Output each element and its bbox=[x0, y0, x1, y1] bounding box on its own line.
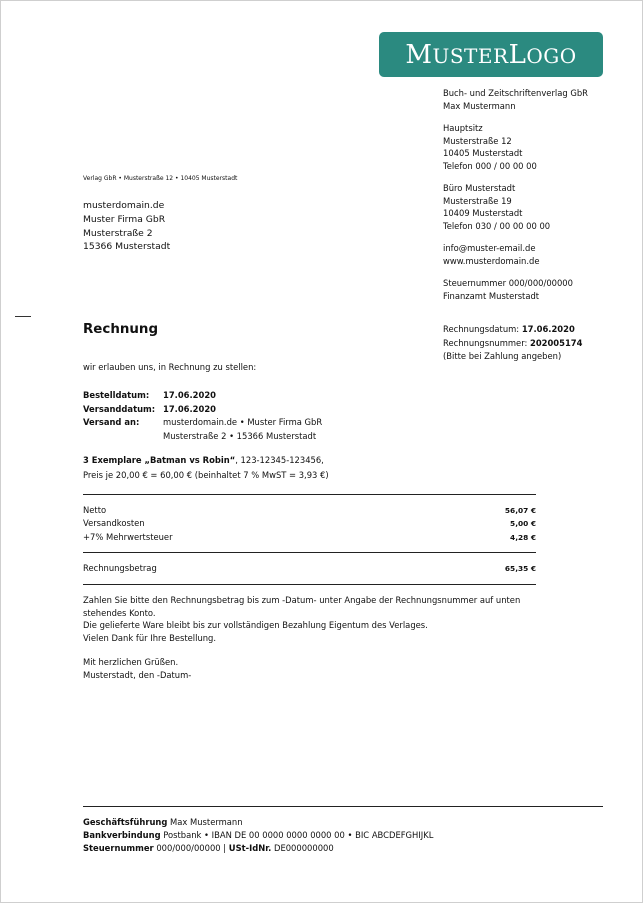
hq-phone: Telefon 000 / 00 00 00 bbox=[443, 160, 537, 171]
order-date-label: Bestelldatum: bbox=[83, 390, 150, 400]
place-date: Musterstadt, den -Datum- bbox=[83, 669, 192, 680]
company-logo bbox=[379, 32, 603, 77]
greeting: Mit herzlichen Grüßen. bbox=[83, 657, 179, 667]
office-phone: Telefon 030 / 00 00 00 00 bbox=[443, 220, 551, 231]
recipient-line: Muster Firma GbR bbox=[83, 213, 166, 225]
footer bbox=[83, 816, 433, 856]
shipping-row bbox=[83, 517, 536, 530]
invoice-number-label: Rechnungsnummer: bbox=[443, 337, 528, 348]
invoice-meta bbox=[443, 323, 582, 364]
tax-value: 000/000/00000 | bbox=[153, 843, 229, 854]
ship-to-line-2: Musterstraße 2 • 15366 Musterstadt bbox=[163, 430, 317, 441]
vat-row bbox=[83, 531, 536, 544]
ship-date: 17.06.2020 bbox=[163, 403, 216, 414]
office-label: Büro Musterstadt bbox=[443, 183, 516, 193]
total-label: Rechnungsbetrag bbox=[83, 563, 157, 573]
fold-mark bbox=[15, 316, 31, 317]
order-date: 17.06.2020 bbox=[163, 390, 216, 400]
mgmt-value: Max Mustermann bbox=[167, 817, 243, 827]
recipient-line: Musterstraße 2 bbox=[83, 227, 153, 239]
product-title: 3 Exemplare „Batman vs Robin“ bbox=[83, 455, 236, 465]
hq-label: Hauptsitz bbox=[443, 123, 483, 133]
product-isbn: , 123-12345-123456, bbox=[235, 455, 324, 465]
net-label: Netto bbox=[83, 505, 107, 515]
invoice-date: 17.06.2020 bbox=[521, 324, 575, 334]
mgmt-label: Geschäftsführung bbox=[83, 817, 168, 827]
sender-block bbox=[443, 87, 588, 302]
subtotals bbox=[83, 504, 536, 544]
thanks-note: Vielen Dank für Ihre Bestellung. bbox=[83, 632, 217, 643]
sender-tax-office: Finanzamt Musterstadt bbox=[443, 290, 540, 301]
divider bbox=[83, 584, 536, 585]
sender-company: Buch- und Zeitschriftenverlag GbR bbox=[443, 88, 588, 98]
recipient-line: musterdomain.de bbox=[83, 200, 165, 211]
page-title: Rechnung bbox=[83, 322, 159, 337]
tax-label: Steuernummer bbox=[83, 843, 154, 854]
ownership-note: Die gelieferte Ware bleibt bis zur vollständigen Bezahlung Eigentum des Verlages. bbox=[83, 620, 428, 631]
total-value: 65,35 € bbox=[504, 564, 536, 573]
invoice-number-note: (Bitte bei Zahlung angeben) bbox=[443, 351, 562, 361]
shipping-value: 5,00 € bbox=[510, 519, 536, 529]
product-line bbox=[83, 453, 329, 483]
payment-instruction: Zahlen Sie bitte den Rechnungsbetrag bis zum -Datum- unter Angabe der Rechnungsnummer auf unten stehendes Konto. bbox=[83, 595, 521, 618]
office-city: 10409 Musterstadt bbox=[443, 208, 523, 218]
closing bbox=[83, 656, 191, 681]
order-details bbox=[83, 389, 322, 443]
return-address-line: Verlag GbR • Musterstraße 12 • 10405 Musterstadt bbox=[83, 175, 238, 182]
sender-tax-number: Steuernummer 000/000/00000 bbox=[443, 278, 573, 288]
vat-id-value: DE000000000 bbox=[271, 843, 334, 854]
vat-label: +7% Mehrwertsteuer bbox=[83, 531, 173, 542]
net-value: 56,07 € bbox=[504, 506, 536, 515]
invoice-date-label: Rechnungsdatum: bbox=[443, 324, 520, 334]
net-row bbox=[83, 504, 536, 517]
logo-text: MUSTERLOGO bbox=[405, 39, 577, 70]
recipient-address bbox=[83, 199, 170, 254]
product-price: Preis je 20,00 € = 60,00 € (beinhaltet 7 % MwST = 3,93 €) bbox=[83, 470, 329, 480]
vat-id-label: USt-IdNr. bbox=[228, 843, 272, 854]
ship-date-label: Versanddatum: bbox=[83, 403, 156, 414]
ship-to-label: Versand an: bbox=[83, 417, 140, 427]
divider bbox=[83, 494, 536, 495]
total-block bbox=[83, 562, 536, 575]
vat-value: 4,28 € bbox=[510, 532, 536, 542]
recipient-line: 15366 Musterstadt bbox=[83, 241, 171, 253]
hq-street: Musterstraße 12 bbox=[443, 135, 512, 146]
payment-text bbox=[83, 594, 543, 644]
office-street: Musterstraße 19 bbox=[443, 195, 512, 206]
bank-label: Bankverbindung bbox=[83, 830, 161, 841]
shipping-label: Versandkosten bbox=[83, 518, 145, 529]
ship-to-line-1: musterdomain.de • Muster Firma GbR bbox=[163, 417, 323, 427]
footer-divider bbox=[83, 806, 603, 807]
divider bbox=[83, 552, 536, 553]
hq-city: 10405 Musterstadt bbox=[443, 148, 523, 158]
sender-owner: Max Mustermann bbox=[443, 100, 516, 111]
sender-email[interactable]: info@muster-email.de bbox=[443, 243, 536, 253]
intro-text: wir erlauben uns, in Rechnung zu stellen: bbox=[83, 362, 257, 372]
bank-value: Postbank • IBAN DE 00 0000 0000 0000 00 • BIC ABCDEFGHIJKL bbox=[160, 830, 434, 841]
total-row bbox=[83, 562, 536, 575]
sender-web[interactable]: www.musterdomain.de bbox=[443, 255, 540, 266]
invoice-number: 202005174 bbox=[530, 337, 583, 348]
